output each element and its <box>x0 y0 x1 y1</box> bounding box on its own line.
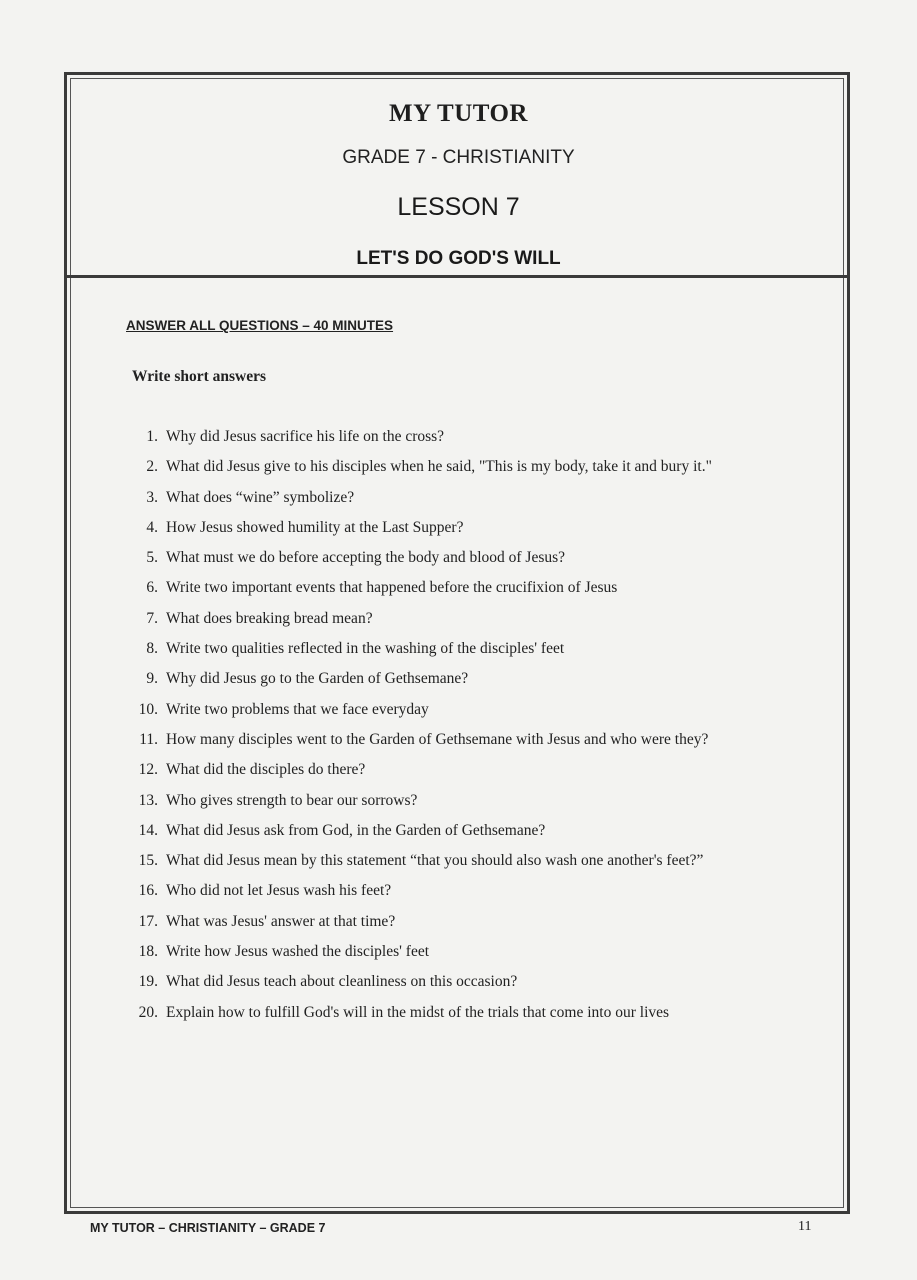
question-number: 18. <box>138 943 158 961</box>
question-number: 12. <box>138 761 158 779</box>
question-item <box>124 488 804 518</box>
grade-subject: GRADE 7 - CHRISTIANITY <box>342 147 575 168</box>
question-number: 6. <box>146 579 158 597</box>
question-text: Why did Jesus sacrifice his life on the cross? <box>166 428 445 445</box>
question-number: 20. <box>138 1003 158 1021</box>
question-text: What does breaking bread mean? <box>166 609 373 627</box>
question-text: Who did not let Jesus wash his feet? <box>166 882 392 900</box>
question-item <box>124 548 804 578</box>
question-text: What did Jesus give to his disciples when he said, "This is my body, take it and bury it." <box>166 458 712 476</box>
question-text: Write two qualities reflected in the washing of the disciples' feet <box>166 640 565 658</box>
question-item <box>124 972 804 1002</box>
question-item <box>124 730 804 760</box>
question-item <box>124 912 804 942</box>
question-item <box>124 881 804 911</box>
question-text: How many disciples went to the Garden of Gethsemane with Jesus and who were they? <box>166 730 709 748</box>
question-text: What did Jesus ask from God, in the Garden of Gethsemane? <box>166 821 546 839</box>
question-text: Explain how to fulfill God's will in the midst of the trials that come into our lives <box>166 1003 670 1021</box>
question-text: What did Jesus mean by this statement “that you should also wash one another's feet?” <box>166 852 704 870</box>
question-item <box>124 1003 804 1033</box>
question-text: What must we do before accepting the body and blood of Jesus? <box>166 549 566 567</box>
question-number: 1. <box>146 428 158 445</box>
question-item <box>124 760 804 790</box>
question-text: Write two important events that happened before the crucifixion of Jesus <box>166 579 618 597</box>
question-text: What did the disciples do there? <box>166 761 366 779</box>
question-item <box>124 639 804 669</box>
question-item <box>124 791 804 821</box>
question-number: 11. <box>139 730 158 748</box>
question-text: Write two problems that we face everyday <box>166 700 429 718</box>
question-number: 3. <box>146 488 158 506</box>
question-text: How Jesus showed humility at the Last Supper? <box>166 518 464 536</box>
question-number: 4. <box>146 518 158 536</box>
question-number: 10. <box>138 700 158 718</box>
question-number: 8. <box>146 640 158 658</box>
question-text: What does “wine” symbolize? <box>166 488 355 506</box>
question-item <box>124 821 804 851</box>
lesson-topic: LET'S DO GOD'S WILL <box>356 248 561 269</box>
question-number: 2. <box>146 458 158 476</box>
question-item <box>124 851 804 881</box>
question-item <box>124 518 804 548</box>
section-heading: Write short answers <box>132 368 267 385</box>
question-number: 7. <box>146 609 158 627</box>
question-item <box>124 457 804 487</box>
question-item <box>124 669 804 699</box>
question-number: 9. <box>146 670 158 688</box>
question-text: What did Jesus teach about cleanliness on this occasion? <box>166 973 518 991</box>
question-item <box>124 427 804 457</box>
question-number: 16. <box>138 882 158 900</box>
question-number: 5. <box>146 549 158 567</box>
question-list <box>124 427 804 1033</box>
question-item <box>124 700 804 730</box>
question-text: Why did Jesus go to the Garden of Gethsemane? <box>166 670 469 688</box>
header-divider <box>64 275 850 278</box>
question-text: Write how Jesus washed the disciples' feet <box>166 943 430 961</box>
page-number: 11 <box>798 1219 812 1234</box>
question-text: Who gives strength to bear our sorrows? <box>166 791 418 809</box>
question-number: 13. <box>138 791 158 809</box>
lesson-number: LESSON 7 <box>397 193 520 221</box>
question-number: 17. <box>138 912 158 930</box>
question-number: 19. <box>138 973 158 991</box>
question-item <box>124 942 804 972</box>
brand-title: MY TUTOR <box>389 100 528 127</box>
question-number: 14. <box>138 821 158 839</box>
question-item <box>124 578 804 608</box>
question-item <box>124 609 804 639</box>
instructions: ANSWER ALL QUESTIONS – 40 MINUTES <box>126 318 394 333</box>
question-text: What was Jesus' answer at that time? <box>166 912 396 930</box>
footer-title: MY TUTOR – CHRISTIANITY – GRADE 7 <box>90 1221 326 1235</box>
question-number: 15. <box>138 852 158 870</box>
